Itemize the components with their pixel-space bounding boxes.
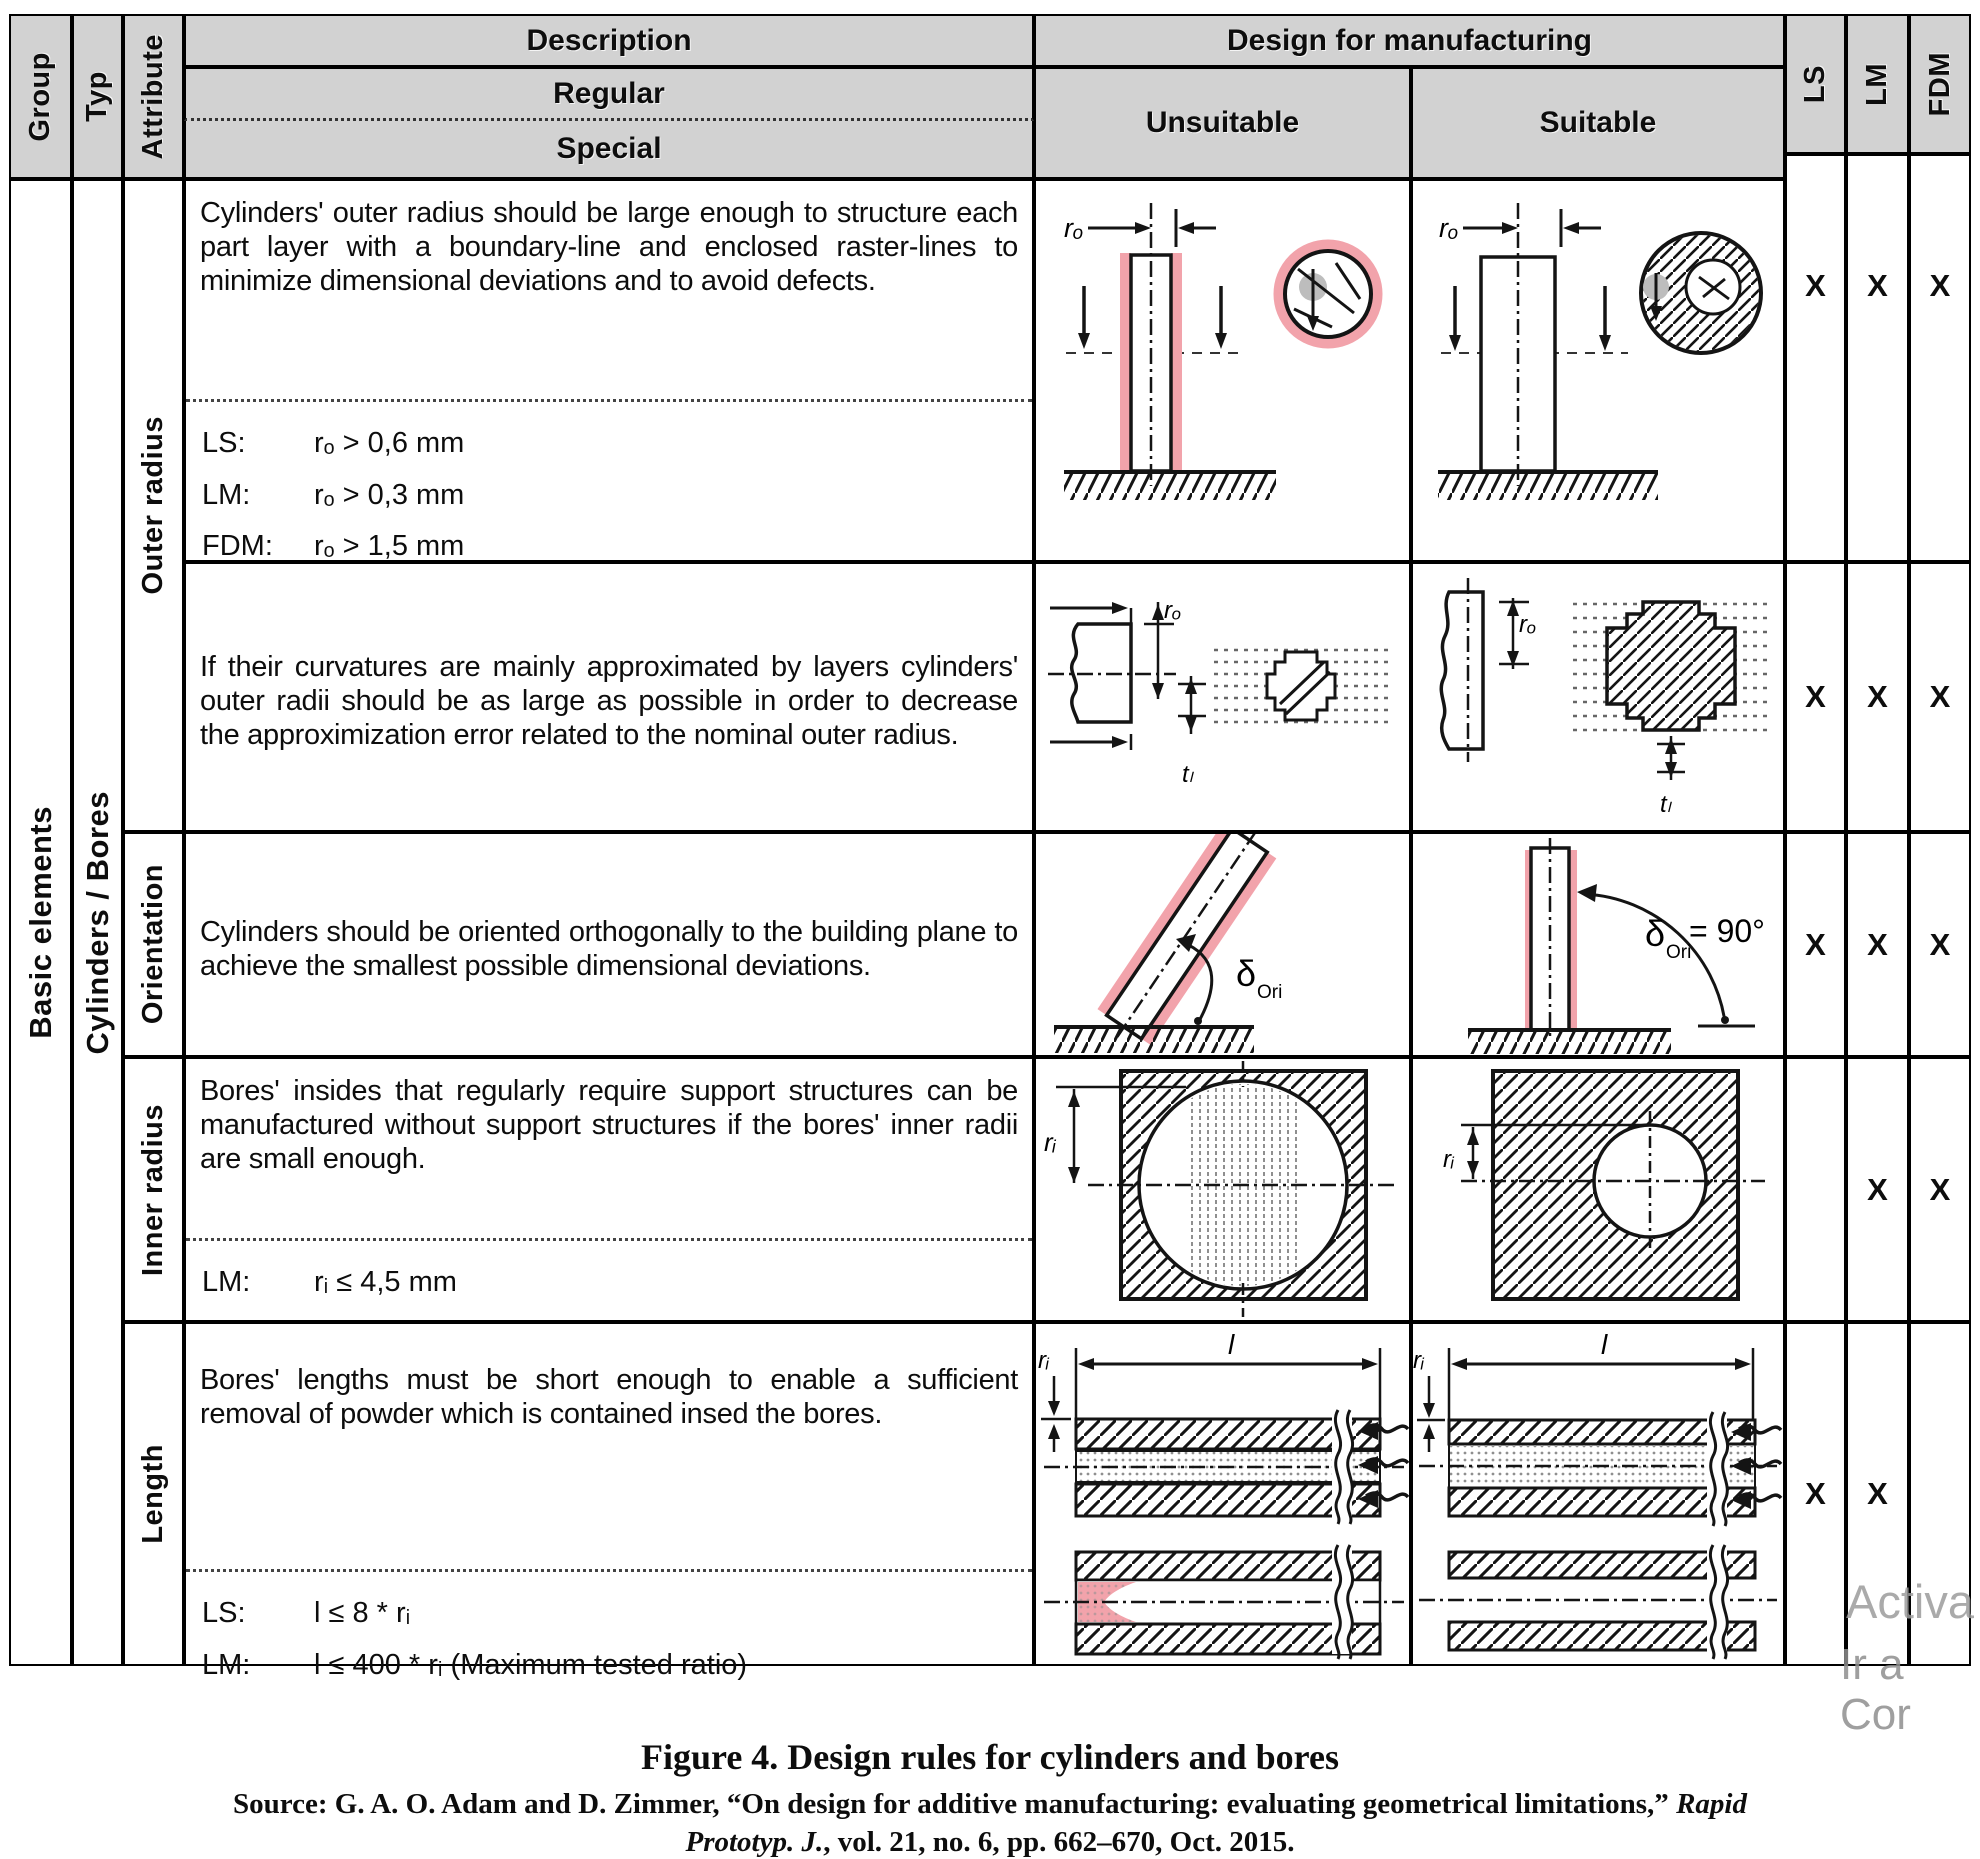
t-l-label: tₗ	[1660, 791, 1671, 818]
ori-label: Ori	[1257, 982, 1283, 1003]
fig-length-suitable	[1411, 1322, 1785, 1666]
attr-outer-radius	[123, 179, 184, 832]
header-lm	[1846, 14, 1909, 154]
header-dfm	[1034, 14, 1785, 69]
small-stepped-circle-figure	[1036, 564, 1409, 830]
header-ls-label: LS	[1799, 64, 1831, 104]
r-i-label: rᵢ	[1044, 1127, 1056, 1157]
mark-lm-row1: X	[1846, 154, 1909, 562]
cylinder-wide-figure	[1413, 181, 1783, 560]
spec-value: rₒ > 1,5 mm	[314, 530, 465, 563]
spec-value: l ≤ 8 * rᵢ	[314, 1597, 411, 1629]
ground-hatch	[1438, 474, 1658, 500]
header-ls	[1785, 14, 1846, 154]
desc-specs	[186, 402, 1032, 577]
header-suitable-label: Suitable	[1539, 106, 1657, 139]
header-group-label: Group	[24, 51, 56, 142]
angle-value-label: = 90°	[1689, 913, 1765, 949]
spec-label: LS:	[202, 427, 246, 459]
desc-regular-text: Cylinders' outer radius should be large enough to structure each part layer with a boundary-line and enclosed raster-lines to minimize dimensional deviations and to avoid defects.	[186, 181, 1032, 402]
ground-hatch	[1064, 474, 1276, 500]
cylinder-side-view	[1441, 592, 1483, 749]
delta-label: δ	[1236, 953, 1257, 994]
fig-curvature-unsuitable	[1034, 562, 1411, 832]
spec-line	[202, 418, 1018, 470]
r-o-label: rₒ	[1439, 213, 1459, 243]
header-unsuitable-label: Unsuitable	[1145, 106, 1300, 139]
mark-fdm-row1: X	[1909, 154, 1971, 562]
desc-row-orientation	[184, 832, 1034, 1057]
mark-lm-row3: X	[1846, 832, 1909, 1057]
header-description-label: Description	[526, 23, 692, 57]
attr-inner-radius	[123, 1057, 184, 1322]
header-unsuitable	[1034, 69, 1411, 179]
spec-line	[202, 470, 1018, 522]
attr-orientation	[123, 832, 184, 1057]
ground-hatch	[1468, 1032, 1671, 1054]
r-o-label: rₒ	[1064, 213, 1084, 243]
spec-label: LM:	[202, 478, 251, 511]
mark-ls-row3: X	[1785, 832, 1846, 1057]
header-attribute-label: Attribute	[137, 33, 169, 160]
fig-inner-radius-suitable	[1411, 1057, 1785, 1322]
source-journal-italic: Rapid	[1676, 1788, 1747, 1820]
header-description	[184, 14, 1034, 69]
attr-length-label: Length	[137, 1444, 169, 1544]
r-i-label: rᵢ	[1413, 1347, 1424, 1374]
group-cell	[9, 179, 72, 1666]
attr-orientation-label: Orientation	[137, 864, 169, 1025]
activation-watermark-line1: Activa	[1846, 1575, 1974, 1628]
large-stepped-circle-figure	[1413, 564, 1783, 830]
figure-caption-title: Figure 4. Design rules for cylinders and bores	[640, 1737, 1339, 1777]
mark-fdm-row2: X	[1909, 562, 1971, 832]
design-rules-table	[9, 14, 1971, 1681]
ground-hatch	[1054, 1029, 1254, 1053]
attr-outer-radius-label: Outer radius	[137, 416, 169, 595]
mark-ls-row2: X	[1785, 562, 1846, 832]
figure-caption-source-line2	[0, 1826, 1980, 1859]
attr-length	[123, 1322, 184, 1666]
fig-length-unsuitable	[1034, 1322, 1411, 1666]
header-regular	[184, 69, 1034, 121]
header-typ-label: Typ	[81, 71, 113, 122]
spec-label: FDM:	[202, 530, 273, 563]
header-lm-label: LM	[1861, 62, 1893, 106]
small-bore-figure	[1413, 1059, 1783, 1320]
spec-value: l ≤ 400 * rᵢ (Maximum tested ratio)	[314, 1648, 748, 1681]
mark-lm-row4: X	[1846, 1057, 1909, 1322]
r-i-label: rᵢ	[1443, 1146, 1454, 1173]
header-group	[9, 14, 72, 179]
bore-length-open-figure	[1413, 1324, 1783, 1664]
fig-orientation-unsuitable	[1034, 832, 1411, 1057]
group-basic-elements-label: Basic elements	[22, 806, 58, 1039]
spec-line	[202, 1588, 1018, 1640]
delta-label: δ	[1645, 913, 1666, 954]
typ-cell	[72, 179, 123, 1666]
desc-regular-text: Cylinders should be oriented orthogonally to the building plane to achieve the smallest possible dimensional deviations.	[200, 915, 1018, 982]
fig-orientation-suitable	[1411, 832, 1785, 1057]
fig-inner-radius-unsuitable	[1034, 1057, 1411, 1322]
mark-ls-row4	[1785, 1057, 1846, 1322]
desc-row-outer-radius-1	[184, 179, 1034, 562]
mark-lm-row2: X	[1846, 562, 1909, 832]
attr-inner-radius-label: Inner radius	[137, 1103, 169, 1276]
spec-line	[202, 1640, 1018, 1692]
mark-fdm-row3: X	[1909, 832, 1971, 1057]
header-special-label: Special	[556, 132, 662, 165]
desc-row-inner-radius	[184, 1057, 1034, 1322]
spec-value: rᵢ ≤ 4,5 mm	[314, 1266, 457, 1298]
source-text: Source: G. A. O. Adam and D. Zimmer, “On design for additive manufacturing: evaluating geometrical limitations,”	[233, 1788, 1677, 1820]
r-o-label: rₒ	[1164, 597, 1182, 624]
tilted-cylinder-figure	[1036, 834, 1409, 1055]
header-typ	[72, 14, 123, 179]
typ-cylinders-bores-label: Cylinders / Bores	[79, 790, 115, 1055]
header-fdm-label: FDM	[1923, 51, 1956, 117]
ori-label: Ori	[1666, 942, 1692, 963]
source-journal-italic: Prototyp. J.	[685, 1826, 824, 1858]
figure-caption-source-line1	[0, 1788, 1980, 1821]
desc-regular-text: If their curvatures are mainly approximated by layers cylinders' outer radii should be as large as possible in order to decrease the approximization error related to the nominal outer radius.	[200, 651, 1018, 751]
desc-row-outer-radius-2	[184, 562, 1034, 832]
mark-ls-row1: X	[1785, 154, 1846, 562]
fig-outer-radius-suitable	[1411, 179, 1785, 562]
spec-label: LM:	[202, 1648, 251, 1681]
header-dfm-label: Design for manufacturing	[1226, 23, 1593, 57]
fig-outer-radius-unsuitable	[1034, 179, 1411, 562]
header-regular-label: Regular	[553, 76, 665, 110]
bore-length-figure	[1036, 1324, 1409, 1664]
activation-watermark-line2: Ir a Cor	[1840, 1640, 1911, 1739]
fig-curvature-suitable	[1411, 562, 1785, 832]
header-fdm	[1909, 14, 1971, 154]
spec-label: LS:	[202, 1597, 246, 1629]
spec-label: LM:	[202, 1266, 251, 1298]
desc-regular-text: Bores' insides that regularly require support structures can be manufactured without support structures if the bores' inner radii are small enough.	[186, 1059, 1032, 1241]
l-label: l	[1601, 1329, 1608, 1360]
r-o-label: rₒ	[1519, 611, 1537, 638]
r-i-label: rᵢ	[1038, 1347, 1049, 1374]
vertical-cylinder-figure	[1413, 834, 1783, 1055]
mark-ls-row5: X	[1785, 1322, 1846, 1666]
spec-line	[202, 1257, 1018, 1309]
desc-specs	[186, 1572, 1032, 1695]
desc-regular-text: Bores' lengths must be short enough to enable a sufficient removal of powder which is contained insed the bores.	[186, 1324, 1032, 1572]
t-l-label: tₗ	[1182, 761, 1193, 788]
spec-value: rₒ > 0,6 mm	[314, 427, 465, 459]
spec-value: rₒ > 0,3 mm	[314, 478, 465, 511]
mark-lm-row5: X	[1846, 1322, 1909, 1666]
desc-row-length	[184, 1322, 1034, 1681]
source-text: , vol. 21, no. 6, pp. 662–670, Oct. 2015.	[823, 1826, 1295, 1858]
header-suitable	[1411, 69, 1785, 179]
header-special	[184, 121, 1034, 179]
header-attribute	[123, 14, 184, 179]
large-bore-figure	[1036, 1059, 1409, 1320]
l-label: l	[1228, 1329, 1235, 1360]
cylinder-thin-figure	[1036, 181, 1409, 560]
mark-fdm-row4: X	[1909, 1057, 1971, 1322]
